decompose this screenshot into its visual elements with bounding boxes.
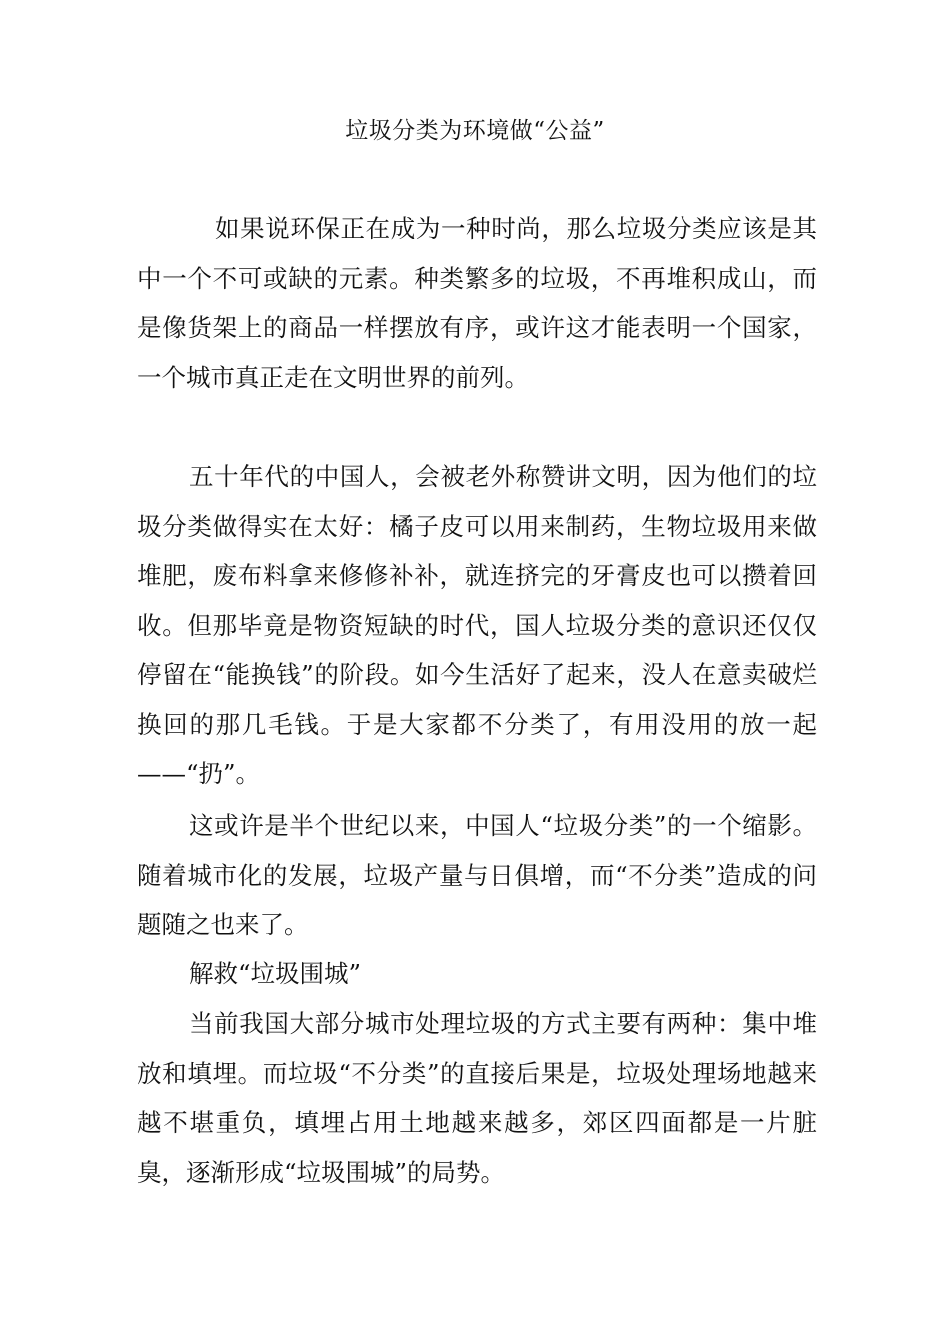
document-title: 垃圾分类为环境做“公益” (345, 118, 605, 144)
paragraph-current-methods: 当前我国大部分城市处理垃圾的方式主要有两种：集中堆放和填埋。而垃圾“不分类”的直接后果是，垃圾处理场地越来越不堪重负，填埋占用土地越来越多，郊区四面都是一片脏臭，逐渐形成“垃圾围城”的局势。 (137, 1009, 817, 1187)
paragraph-fifties: 五十年代的中国人，会被老外称赞讲文明，因为他们的垃圾分类做得实在太好：橘子皮可以用来制药，生物垃圾用来做堆肥，废布料拿来修修补补，就连挤完的牙膏皮也可以攒着回收。但那毕竟是物资短缺的时代，国人垃圾分类的意识还仅仅停留在“能换钱”的阶段。如今生活好了起来，没人在意卖破烂换回的那几毛钱。于是大家都不分类了，有用没用的放一起——“扔”。 (137, 462, 817, 788)
section-heading: 解救“垃圾围城” (189, 959, 362, 988)
paragraph-intro: 如果说环保正在成为一种时尚，那么垃圾分类应该是其中一个不可或缺的元素。种类繁多的垃圾，不再堆积成山，而是像货架上的商品一样摆放有序，或许这才能表明一个国家，一个城市真正走在文明世界的前列。 (137, 214, 817, 392)
paragraph-epitome: 这或许是半个世纪以来，中国人“垃圾分类”的一个缩影。随着城市化的发展，垃圾产量与日俱增，而“不分类”造成的问题随之也来了。 (137, 811, 817, 939)
